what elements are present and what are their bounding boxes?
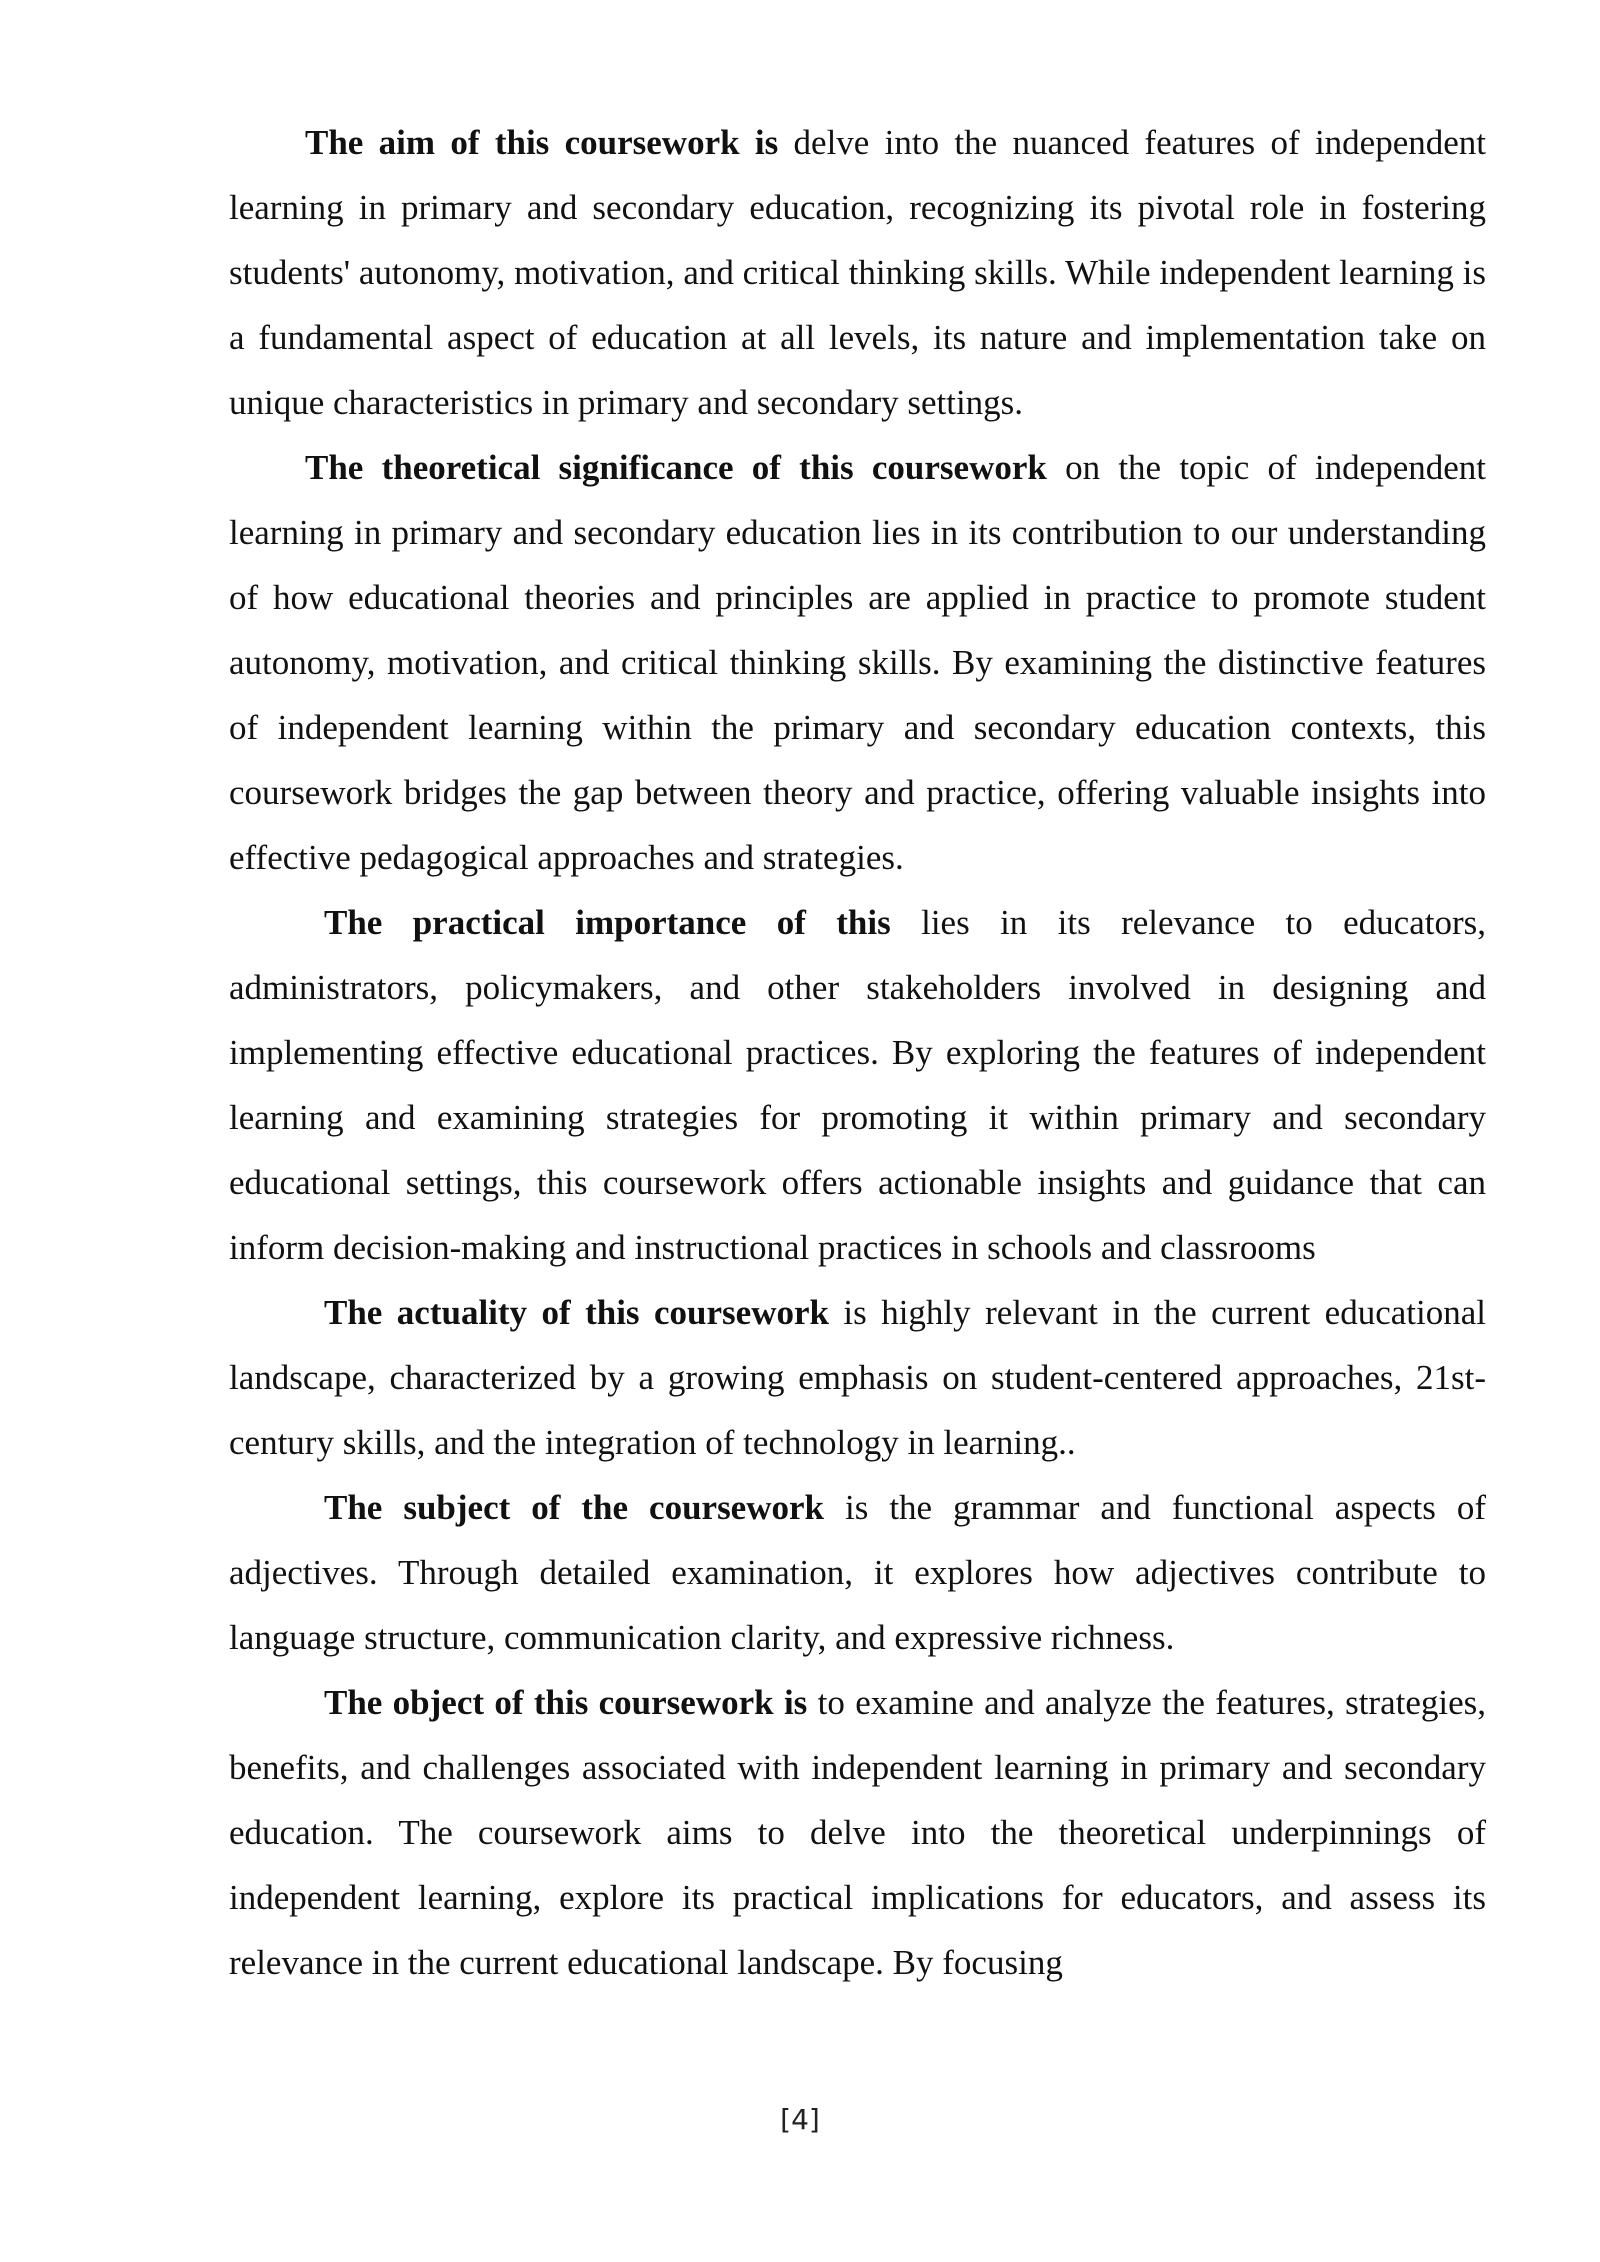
paragraph-practical-importance [229, 890, 1486, 1280]
paragraph-text: is highly relevant in the current educational landscape, characterized by a growing emphasis on student-centered approaches, 21st-century skills, and the integration of technology in learning.. [229, 1293, 1486, 1462]
paragraph-lead: The subject of the coursework [324, 1488, 824, 1527]
paragraph-text: on the topic of independent learning in primary and secondary education lies in its contribution to our understanding of how educational theories and principles are applied in practice to promote student autonomy, motivation, and critical thinking skills. By examining the distinctive features of independent learning within the primary and secondary education contexts, this coursework bridges the gap between theory and practice, offering valuable insights into effective pedagogical approaches and strategies. [229, 448, 1486, 877]
paragraph-lead: The object of this coursework is [324, 1683, 808, 1722]
page-number: [4] [780, 2103, 820, 2136]
paragraph-lead: The actuality of this coursework [324, 1293, 829, 1332]
paragraph-lead: The theoretical significance of this coursework [305, 448, 1047, 487]
paragraph-text: delve into the nuanced features of independent learning in primary and secondary education, recognizing its pivotal role in fostering students' autonomy, motivation, and critical thinking skills. While independent learning is a fundamental aspect of education at all levels, its nature and implementation take on unique characteristics in primary and secondary settings. [229, 123, 1487, 422]
paragraph-text: to examine and analyze the features, strategies, benefits, and challenges associated with independent learning in primary and secondary education. The coursework aims to delve into the theoretical underpinnings of independent learning, explore its practical implications for educators, and assess its relevance in the current educational landscape. By focusing [229, 1683, 1486, 1982]
paragraph-lead: The practical importance of this [324, 903, 891, 942]
paragraph-subject [229, 1475, 1486, 1670]
paragraph-actuality [229, 1280, 1486, 1475]
paragraph-text: lies in its relevance to educators, administrators, policymakers, and other stakeholders involved in designing and implementing effective educational practices. By exploring the features of independent learning and examining strategies for promoting it within primary and secondary educational settings, this coursework offers actionable insights and guidance that can inform decision-making and instructional practices in schools and classrooms [229, 903, 1486, 1267]
paragraph-theoretical-significance [229, 435, 1486, 890]
paragraph-object [229, 1670, 1486, 1995]
paragraph-aim [229, 110, 1486, 435]
page-body [229, 110, 1486, 1995]
paragraph-text: is the grammar and functional aspects of adjectives. Through detailed examination, it explores how adjectives contribute to language structure, communication clarity, and expressive richness. [229, 1488, 1486, 1657]
paragraph-lead: The aim of this coursework is [305, 123, 779, 162]
